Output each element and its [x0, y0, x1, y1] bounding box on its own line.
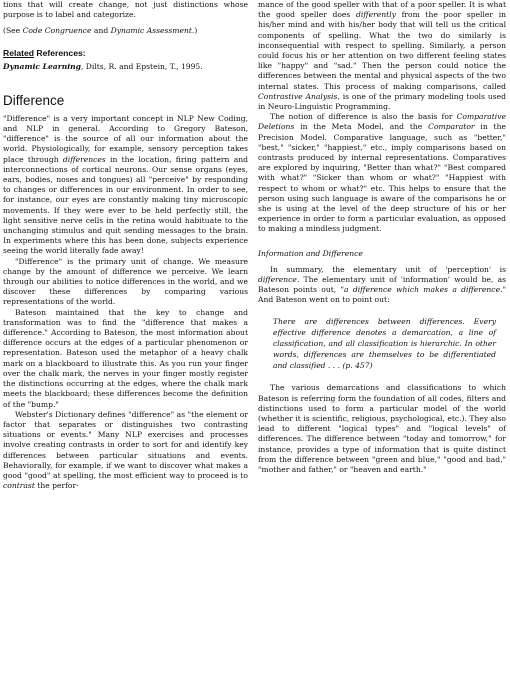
comparator-term: Comparator — [428, 122, 475, 132]
see-also-post: .) — [191, 26, 198, 36]
rp2-text-b: in the Meta Model, and the — [294, 122, 429, 132]
left-column — [3, 0, 248, 491]
see-also-mid: and — [91, 26, 111, 36]
comparative-deletions-term: Comparative Deletions — [258, 112, 506, 132]
rp1-text-c: , is one of the primary modeling tools used in Neuro-Linguistic Programming. — [258, 91, 507, 112]
see-also-link-code-congruence[interactable]: Code Congruence — [22, 26, 92, 36]
difference-paragraph-2: "Difference" is the primary unit of change. We measure change by the amount of difference we perceive. We learn through our abilities to notice differences in the world, and we discover these differences by comparing various representations of the world. — [3, 256, 248, 307]
p1-text-b: in the location, firing pattern and interconnections of cortical neurons. Our sense organs (eyes, ears, bodies, noses and tongues) all "perceive" by responding to changes or differences in our environment. In order to see, for instance, our eyes are constantly making tiny microscopic movements. If they were ever to be held perfectly still, the light sensitive nerve cells in the retina would habituate to the unchanging stimulus and quit sending messages to the brain. In experiments where this has been done, subjects experience seeing the world literally fade away! — [3, 154, 248, 256]
rp1-text-b: from the poor speller in his/her mind and with his/her body that will tell us the critical components of spelling. What the two do similarly is inconsequential with respect to spelling. Similarly, a person could focus his or her attention on two different feeling states like "happy" and "sad." Then the person could notice the differences between the mental and physical aspects of the two internal states. This process of making comparisons, called — [258, 10, 507, 91]
reference-item — [3, 62, 248, 72]
right-paragraph-4: The various demarcations and classifications to which Bateson is referring form the foundation of all codes, filters and distinctions used to form a particular model of the world (whether it is scientific, religious, psychological, etc.). They also lead to different "logical types" and "logical levels" of differences. The difference between "today and tomorrow," for instance, provides a type of information that is quite distinct from the difference between "green and blue," "good and bad," "mother and father," or "heaven and earth." — [258, 383, 506, 475]
block-quote — [273, 317, 496, 371]
right-paragraph-1 — [258, 0, 506, 112]
related-references-heading — [3, 48, 248, 58]
right-paragraph-3 — [258, 265, 506, 306]
p1-text-a: "Difference" is a very important concept in NLP New Coding, and NLP in general. According to Gregory Bateson, "difference" is the source of all our information about the world. Physiologically, for example, sensory perception takes place through — [3, 113, 248, 164]
related-label: Related — [3, 47, 35, 58]
rp3-text-a: In summary, the elementary unit of 'perception' is — [270, 264, 506, 274]
rp3-emphasis: difference — [258, 274, 297, 284]
p4-text-a: Webster's Dictionary defines "difference" as "the element or factor that separates or distinguishes two contrasting situations or events." Many NLP exercises and processes involve creating contrasts in order to sort for and identify key differences between particular situations and events. Behaviorally, for example, if we want to discover what makes a good "good" at spelling, the most efficient way to proceed is to — [3, 409, 248, 480]
subsection-title: Information and Difference — [258, 248, 363, 258]
difference-paragraph-4 — [3, 410, 248, 492]
difference-paragraph-1 — [3, 114, 248, 257]
section-title: Difference — [3, 92, 65, 108]
rp2-text-a: The notion of difference is also the basis for — [270, 112, 457, 122]
right-column — [258, 0, 506, 475]
rp1-text-a: mance of the good speller with that of a poor speller. It is what the good speller does — [258, 0, 506, 20]
rp3-text-c: ." And Bateson went on to point out: — [258, 285, 506, 305]
block-quote-text: There are differences between differences. Every effective difference denotes a demarcation, a line of classification, and all classification is hierarchic. In other words, differences are themselves to be differentiated and classified . . . (p. 457) — [273, 317, 496, 370]
reference-details: , Dilts, R. and Epstein, T., 1995. — [80, 61, 203, 71]
contrastive-analysis-term: Contrastive Analysis — [258, 91, 338, 101]
rp1-emphasis: differently — [355, 10, 396, 20]
reference-title: Dynamic Learning — [3, 61, 81, 71]
right-paragraph-2 — [258, 112, 506, 234]
bateson-quote-inline: a difference which makes a difference — [344, 285, 501, 295]
references-label: References: — [34, 47, 86, 58]
see-also-link-dynamic-assessment[interactable]: Dynamic Assessment — [110, 26, 192, 36]
rp2-text-c: in the Precision Model. Comparative language, such as "better," "best," "sicker," "happiest," etc., imply comparisons based on contrasts produced by internal representations. Comparatives are explored by inquiring, "Better than what?" "Best compared with what?" "Sicker than whom or what?" "Happiest with respect to whom or what?" etc. This helps to ensure that the person using such language is aware of the comparisons he or she is using at the level of the deep structure of his or her experience in order to form a particular evaluation, as opposed to making a mindless judgment. — [258, 122, 506, 234]
difference-paragraph-3: Bateson maintained that the key to change and transformation was to find the "difference that makes a difference." According to Bateson, the most information about difference occurs at the edges of a particular phenomenon or representation. Bateson used the metaphor of a heavy chalk mark on a blackboard to illustrate this. As you run your finger over the chalk mark, the nerves in your finger mostly register the distinctions occurring at the edges, where the chalk mark meets the blackboard; these differences become the definition of the "bump." — [3, 307, 248, 409]
p4-text-b: the perfor- — [34, 481, 79, 491]
see-also-line — [3, 26, 248, 36]
intro-paragraph: tions that will create change, not just distinctions whose purpose is to label and categorize. — [3, 0, 248, 20]
see-also-pre: (See — [3, 26, 23, 36]
rp3-text-b: . The elementary unit of 'information' would be, as Bateson points out, " — [258, 274, 506, 295]
p4-emphasis: contrast — [3, 481, 35, 491]
p1-emphasis: differences — [62, 154, 106, 164]
